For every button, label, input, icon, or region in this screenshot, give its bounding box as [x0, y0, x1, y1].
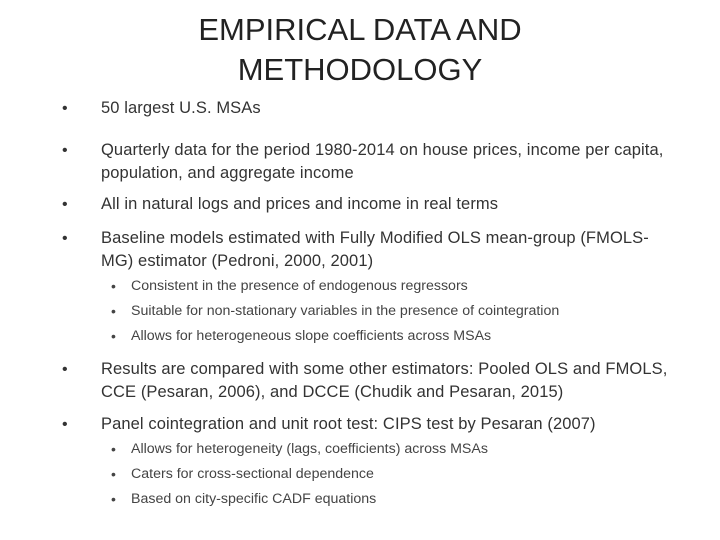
bullet-icon: •: [62, 142, 68, 159]
bullet-icon: •: [62, 230, 68, 247]
bullet-icon: •: [62, 100, 68, 117]
sub-bullet-icon: •: [111, 303, 116, 319]
sub-bullet-text: Based on city-specific CADF equations: [131, 491, 377, 507]
bullet-text: Results are compared with some other estimators: Pooled OLS and FMOLS, CCE (Pesaran, 2006), and DCCE (Chudik and Pesaran, 2015): [101, 360, 668, 401]
bullet-text: Panel cointegration and unit root test: CIPS test by Pesaran (2007): [101, 415, 596, 433]
sub-bullet-text: Allows for heterogeneity (lags, coefficients) across MSAs: [131, 441, 488, 457]
sub-bullet-icon: •: [111, 491, 116, 507]
bullet-text: Quarterly data for the period 1980-2014 on house prices, income per capita, population, and aggregate income: [101, 141, 664, 182]
bullet-icon: •: [62, 361, 68, 378]
title-line-2: METHODOLOGY: [237, 52, 483, 87]
sub-bullet-text: Caters for cross-sectional dependence: [131, 466, 374, 482]
sub-bullet-icon: •: [111, 441, 116, 457]
sub-bullet-icon: •: [111, 278, 116, 294]
bullet-text: Baseline models estimated with Fully Modified OLS mean-group (FMOLS-MG) estimator (Pedroni, 2000, 2001): [101, 229, 649, 270]
sub-bullet-text: Allows for heterogeneous slope coefficients across MSAs: [131, 328, 492, 344]
bullet-text: All in natural logs and prices and income in real terms: [101, 195, 499, 213]
bullet-icon: •: [62, 416, 68, 433]
sub-bullet-icon: •: [111, 328, 116, 344]
title-line-1: EMPIRICAL DATA AND: [198, 12, 522, 47]
sub-bullet-text: Suitable for non-stationary variables in the presence of cointegration: [131, 303, 560, 319]
bullet-text: 50 largest U.S. MSAs: [101, 99, 261, 117]
bullet-icon: •: [62, 196, 68, 213]
sub-bullet-icon: •: [111, 466, 116, 482]
sub-bullet-text: Consistent in the presence of endogenous regressors: [131, 278, 468, 294]
